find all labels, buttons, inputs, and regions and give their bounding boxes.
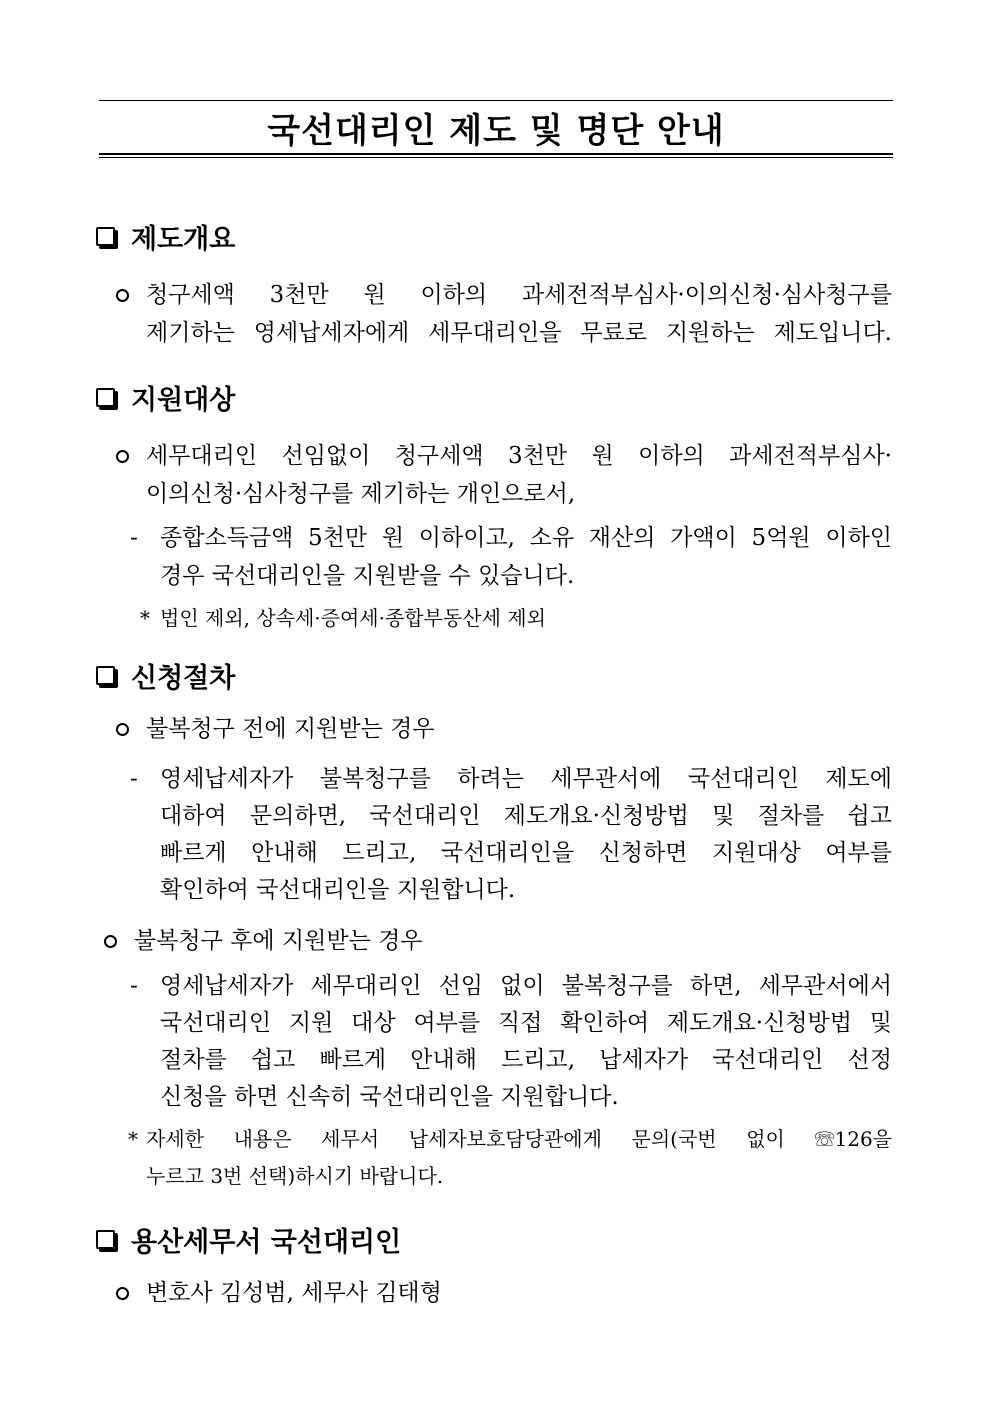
procedure-before-line-1: 영세납세자가 불복청구를 하려는 세무관서에 국선대리인 제도에	[160, 766, 892, 792]
eligibility-note-marker: *	[140, 606, 150, 630]
eligibility-sub-line-1: 종합소득금액 5천만 원 이하이고, 소유 재산의 가액이 5억원 이하인	[160, 525, 892, 551]
checkbox-bullet-icon	[96, 666, 115, 685]
eligibility-line-2: 이의신청·심사청구를 제기하는 개인으로서,	[146, 481, 576, 507]
eligibility-sub-marker: -	[130, 525, 138, 551]
procedure-before-line-2: 대하여 문의하면, 국선대리인 제도개요·신청방법 및 절차를 쉽고	[160, 803, 892, 829]
procedure-before-line-4: 확인하여 국선대리인을 지원합니다.	[160, 877, 516, 903]
procedure-after-line-3: 절차를 쉽고 빠르게 안내해 드리고, 납세자가 국선대리인 선정	[160, 1047, 892, 1073]
eligibility-note: 법인 제외, 상속세·증여세·종합부동산세 제외	[160, 606, 546, 630]
section-heading-label: 신청절차	[131, 663, 236, 694]
procedure-after-bullet	[104, 922, 117, 960]
procedure-after-line-2: 국선대리인 지원 대상 여부를 직접 확인하여 제도개요·신청방법 및	[160, 1010, 892, 1036]
title-bottom-rule	[99, 153, 893, 155]
checkbox-bullet-icon	[96, 388, 115, 407]
section-heading-procedure	[96, 656, 235, 695]
procedure-after-label: 불복청구 후에 지원받는 경우	[134, 928, 423, 954]
circle-bullet-icon	[116, 289, 129, 302]
overview-bullet	[116, 276, 129, 314]
checkbox-bullet-icon	[96, 227, 115, 246]
eligibility-sub-line-2: 경우 국선대리인을 지원받을 수 있습니다.	[160, 563, 575, 589]
checkbox-bullet-icon	[96, 1230, 115, 1249]
circle-bullet-icon	[116, 1287, 129, 1300]
page-title: 국선대리인 제도 및 명단 안내	[267, 111, 725, 151]
title-bottom-rule-thin	[99, 157, 893, 158]
circle-bullet-icon	[116, 723, 129, 736]
section-heading-eligibility	[96, 378, 235, 417]
procedure-note-marker: *	[128, 1127, 138, 1151]
section-heading-roster	[96, 1220, 401, 1259]
section-heading-label: 제도개요	[131, 224, 236, 255]
procedure-after-sub-marker: -	[130, 973, 138, 999]
procedure-note-line-1: 자세한 내용은 세무서 납세자보호담당관에게 문의(국번 없이 ☏126을	[146, 1127, 892, 1151]
roster-names: 변호사 김성범, 세무사 김태형	[146, 1280, 442, 1306]
circle-bullet-icon	[116, 450, 129, 463]
section-heading-label: 용산세무서 국선대리인	[131, 1227, 402, 1258]
procedure-after-line-4: 신청을 하면 신속히 국선대리인을 지원합니다.	[160, 1084, 619, 1110]
section-heading-label: 지원대상	[131, 385, 236, 416]
eligibility-bullet	[116, 437, 129, 475]
procedure-before-line-3: 빠르게 안내해 드리고, 국선대리인을 신청하면 지원대상 여부를	[160, 840, 892, 866]
title-block	[99, 100, 893, 158]
overview-line-1: 청구세액 3천만 원 이하의 과세전적부심사·이의신청·심사청구를	[146, 282, 892, 308]
roster-bullet	[116, 1274, 129, 1312]
eligibility-line-1: 세무대리인 선임없이 청구세액 3천만 원 이하의 과세전적부심사·	[146, 443, 892, 469]
section-heading-overview	[96, 217, 235, 256]
procedure-before-bullet	[116, 710, 129, 748]
procedure-before-sub-marker: -	[130, 766, 138, 792]
circle-bullet-icon	[104, 935, 117, 948]
overview-line-2: 제기하는 영세납세자에게 세무대리인을 무료로 지원하는 제도입니다.	[146, 320, 892, 346]
procedure-after-line-1: 영세납세자가 세무대리인 선임 없이 불복청구를 하면, 세무관서에서	[160, 973, 893, 999]
title-top-rule	[99, 100, 893, 101]
procedure-before-label: 불복청구 전에 지원받는 경우	[146, 716, 435, 742]
procedure-note-line-2: 누르고 3번 선택)하시기 바랍니다.	[146, 1164, 444, 1188]
